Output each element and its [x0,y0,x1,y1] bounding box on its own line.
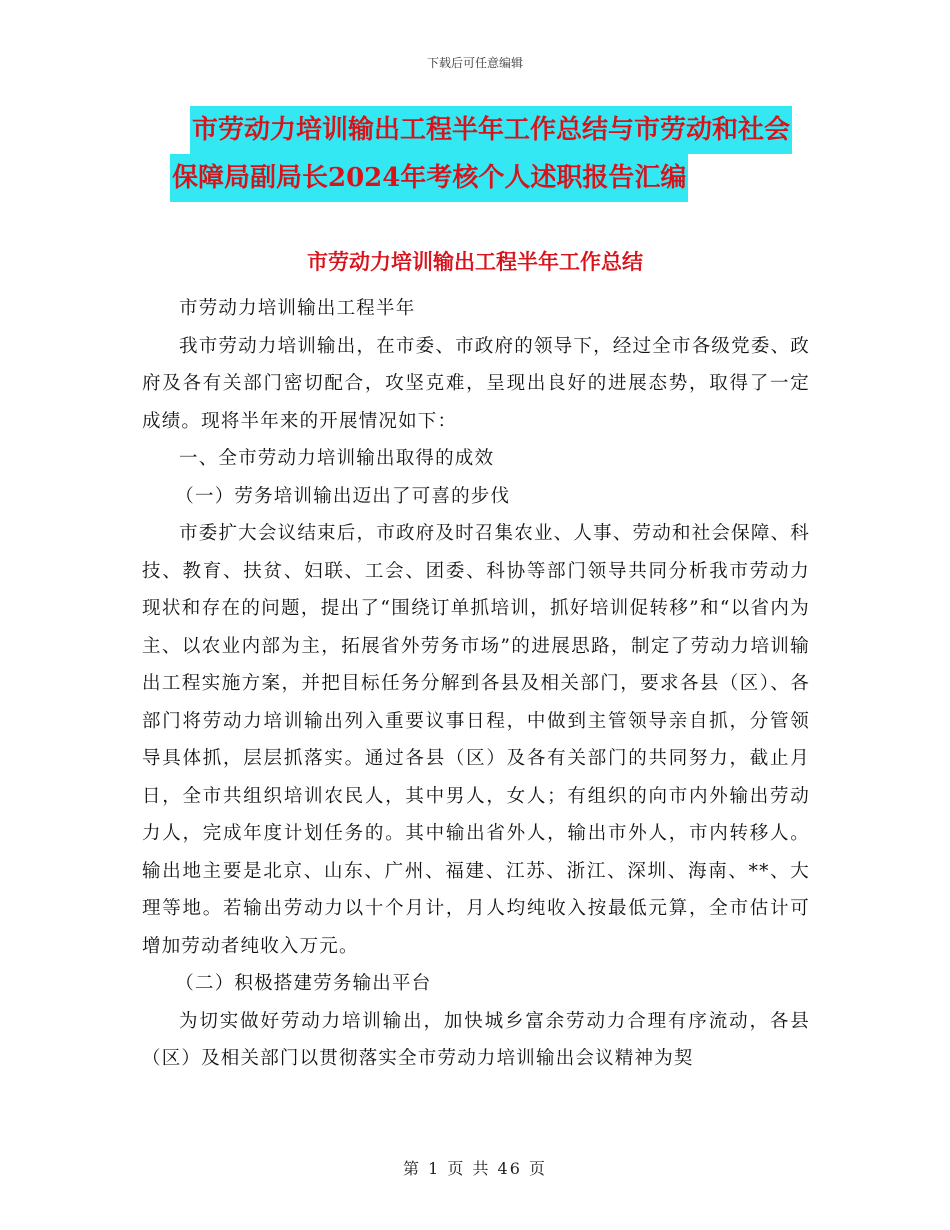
page-footer: 第 1 页 共 46 页 [403,1159,547,1178]
paragraph-intro: 我市劳动力培训输出，在市委、市政府的领导下，经过全市各级党委、政府及各有关部门密切配合，攻坚克难，呈现出良好的进展态势，取得了一定成绩。现将半年来的开展情况如下： [142,335,810,432]
subheading-platform: （二）积极搭建劳务输出平台 [175,973,432,994]
document-title-line-1: 市劳动力培训输出工程半年工作总结与市劳动和社会 [190,106,792,154]
paragraph-subtitle: 市劳动力培训输出工程半年 [179,298,416,319]
header-note: 下载后可任意编辑 [426,56,523,70]
paragraph-training-output: 市委扩大会议结束后，市政府及时召集农业、人事、劳动和社会保障、科技、教育、扶贫、妇联、工会、团委、科协等部门领导共同分析我市劳动力现状和存在的问题，提出了“围绕订单抓培训，抓好培训促转移”和“以省内为主、以农业内部为主，拓展省外劳务市场”的进展思路，制定了劳动力培训输出工程实施方案，并把目标任务分解到各县及相关部门，要求各县（区）、各部门将劳动力培训输出列入重要议事日程，中做到主管领导亲自抓，分管领导具体抓，层层抓落实。通过各县（区）及各有关部门的共同努力，截止月日，全市共组织培训农民人，其中男人，女人；有组织的向市内外输出劳动力人，完成年度计划任务的。其中输出省外人，输出市外人，市内转移人。输出地主要是北京、山东、广州、福建、江苏、浙江、深圳、海南、**、大理等地。若输出劳动力以十个月计，月人均纯收入按最低元算，全市估计可增加劳动者纯收入万元。 [142,523,810,957]
document-body [142,290,810,1078]
section-title: 市劳动力培训输出工程半年工作总结 [307,249,643,274]
paragraph-platform: 为切实做好劳动力培训输出，加快城乡富余劳动力合理有序流动，各县（区）及相关部门以贯彻落实全市劳动力培训输出会议精神为契 [142,1010,810,1069]
subheading-training-output: （一）劳务培训输出迈出了可喜的步伐 [175,485,511,507]
heading-achievements: 一、全市劳动力培训输出取得的成效 [179,448,495,469]
document-title-line-2: 保障局副局长2024年考核个人述职报告汇编 [170,154,688,202]
